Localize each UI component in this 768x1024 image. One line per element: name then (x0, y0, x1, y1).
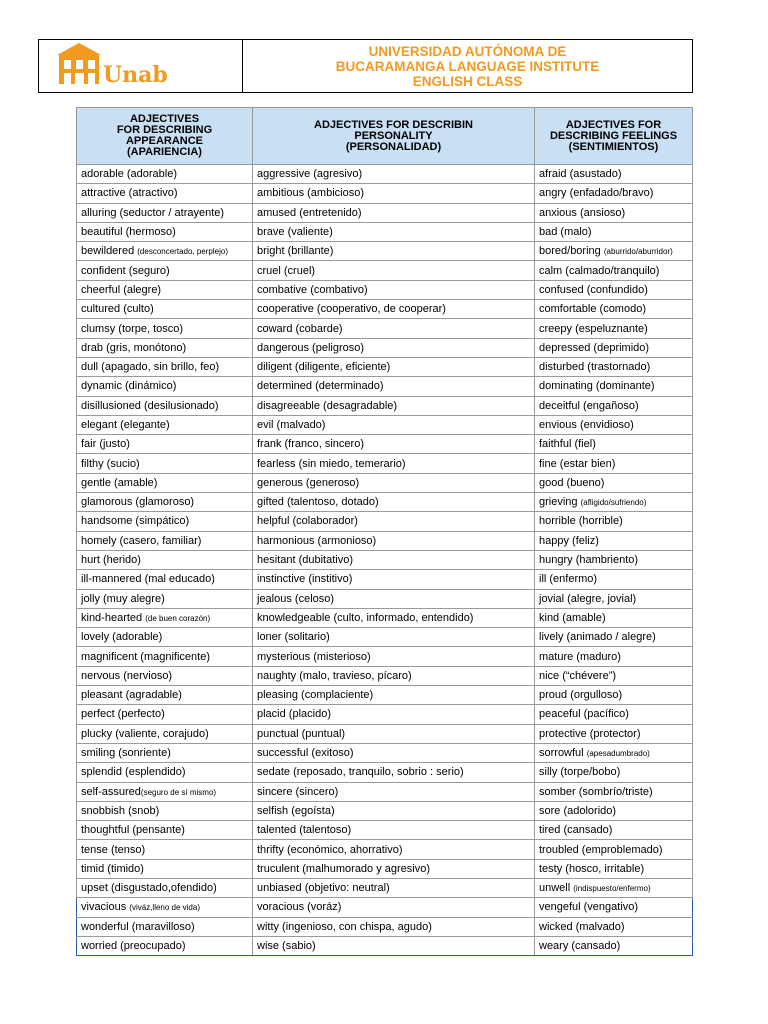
table-row (77, 936, 693, 955)
table-body (77, 165, 693, 956)
appearance-cell: gentle (amable) (77, 473, 253, 492)
personality-cell: placid (placido) (253, 705, 535, 724)
personality-cell: sincere (sincero) (253, 782, 535, 801)
table-row (77, 300, 693, 319)
feelings-cell: unwell (indispuesto/enfermo) (535, 878, 693, 897)
table-row (77, 917, 693, 936)
personality-cell: knowledgeable (culto, informado, entendido) (253, 608, 535, 627)
table-row (77, 531, 693, 550)
appearance-cell: jolly (muy alegre) (77, 589, 253, 608)
appearance-cell: confident (seguro) (77, 261, 253, 280)
appearance-cell: drab (gris, monótono) (77, 338, 253, 357)
feelings-cell: creepy (espeluznante) (535, 319, 693, 338)
personality-cell: determined (determinado) (253, 377, 535, 396)
feelings-cell: dominating (dominante) (535, 377, 693, 396)
appearance-cell: snobbish (snob) (77, 801, 253, 820)
table-header-row (77, 108, 693, 165)
personality-cell: truculent (malhumorado y agresivo) (253, 859, 535, 878)
logo-area (39, 40, 243, 92)
personality-cell: cruel (cruel) (253, 261, 535, 280)
feelings-cell: sore (adolorido) (535, 801, 693, 820)
personality-cell: brave (valiente) (253, 222, 535, 241)
table-row (77, 319, 693, 338)
feelings-cell: grieving (afligido/sufriendo) (535, 493, 693, 512)
table-row (77, 357, 693, 376)
feelings-cell: fine (estar bien) (535, 454, 693, 473)
appearance-cell: elegant (elegante) (77, 415, 253, 434)
feelings-cell: afraid (asustado) (535, 165, 693, 184)
personality-cell: pleasing (complaciente) (253, 686, 535, 705)
appearance-cell: ill-mannered (mal educado) (77, 570, 253, 589)
table-row (77, 184, 693, 203)
personality-cell: selfish (egoísta) (253, 801, 535, 820)
feelings-cell: nice (“chévere”) (535, 666, 693, 685)
appearance-cell: tense (tenso) (77, 840, 253, 859)
table-row (77, 647, 693, 666)
appearance-cell: smiling (sonriente) (77, 743, 253, 762)
table-row (77, 415, 693, 434)
table-row (77, 821, 693, 840)
feelings-cell: calm (calmado/tranquilo) (535, 261, 693, 280)
personality-cell: amused (entretenido) (253, 203, 535, 222)
table-row (77, 763, 693, 782)
appearance-cell: handsome (simpático) (77, 512, 253, 531)
feelings-cell: lively (animado / alegre) (535, 628, 693, 647)
personality-cell: dangerous (peligroso) (253, 338, 535, 357)
appearance-cell: clumsy (torpe, tosco) (77, 319, 253, 338)
feelings-cell: deceitful (engañoso) (535, 396, 693, 415)
feelings-cell: bad (malo) (535, 222, 693, 241)
appearance-cell: thoughtful (pensante) (77, 821, 253, 840)
document-header (38, 39, 693, 93)
appearance-cell: kind-hearted (de buen corazón) (77, 608, 253, 627)
title-line-3: ENGLISH CLASS (412, 73, 523, 89)
personality-cell: ambitious (ambicioso) (253, 184, 535, 203)
table-row (77, 377, 693, 396)
personality-cell: loner (solitario) (253, 628, 535, 647)
personality-cell: frank (franco, sincero) (253, 435, 535, 454)
table-row (77, 550, 693, 569)
personality-cell: voracious (voráz) (253, 898, 535, 917)
feelings-cell: depressed (deprimido) (535, 338, 693, 357)
feelings-cell: mature (maduro) (535, 647, 693, 666)
table-row (77, 473, 693, 492)
personality-cell: sedate (reposado, tranquilo, sobrio : serio) (253, 763, 535, 782)
personality-cell: disagreeable (desagradable) (253, 396, 535, 415)
appearance-cell: nervous (nervioso) (77, 666, 253, 685)
personality-cell: diligent (diligente, eficiente) (253, 357, 535, 376)
feelings-cell: vengeful (vengativo) (535, 898, 693, 917)
appearance-cell: attractive (atractivo) (77, 184, 253, 203)
table-row (77, 782, 693, 801)
header-feelings: ADJECTIVES FOR DESCRIBING FEELINGS (SENTIMIENTOS) (535, 108, 693, 165)
personality-cell: punctual (puntual) (253, 724, 535, 743)
appearance-cell: upset (disgustado,ofendido) (77, 878, 253, 897)
feelings-cell: comfortable (comodo) (535, 300, 693, 319)
table-row (77, 743, 693, 762)
table-row (77, 724, 693, 743)
table-row (77, 493, 693, 512)
appearance-cell: timid (timido) (77, 859, 253, 878)
table-row (77, 666, 693, 685)
institution-title (243, 40, 692, 92)
feelings-cell: kind (amable) (535, 608, 693, 627)
personality-cell: wise (sabio) (253, 936, 535, 955)
appearance-cell: dull (apagado, sin brillo, feo) (77, 357, 253, 376)
table-row (77, 396, 693, 415)
appearance-cell: perfect (perfecto) (77, 705, 253, 724)
feelings-cell: horrible (horrible) (535, 512, 693, 531)
personality-cell: coward (cobarde) (253, 319, 535, 338)
table-row (77, 203, 693, 222)
personality-cell: combative (combativo) (253, 280, 535, 299)
appearance-cell: alluring (seductor / atrayente) (77, 203, 253, 222)
personality-cell: talented (talentoso) (253, 821, 535, 840)
feelings-cell: good (bueno) (535, 473, 693, 492)
appearance-cell: self-assured(seguro de sí mismo) (77, 782, 253, 801)
personality-cell: gifted (talentoso, dotado) (253, 493, 535, 512)
feelings-cell: envious (envidioso) (535, 415, 693, 434)
title-line-1: UNIVERSIDAD AUTÓNOMA DE (368, 43, 567, 59)
appearance-cell: filthy (sucio) (77, 454, 253, 473)
table-row (77, 608, 693, 627)
personality-cell: successful (exitoso) (253, 743, 535, 762)
personality-cell: witty (ingenioso, con chispa, agudo) (253, 917, 535, 936)
feelings-cell: confused (confundido) (535, 280, 693, 299)
personality-cell: mysterious (misterioso) (253, 647, 535, 666)
table-row (77, 165, 693, 184)
feelings-cell: faithful (fiel) (535, 435, 693, 454)
appearance-cell: bewildered (desconcertado, perplejo) (77, 242, 253, 261)
feelings-cell: sorrowful (apesadumbrado) (535, 743, 693, 762)
table-row (77, 628, 693, 647)
table-row (77, 435, 693, 454)
appearance-cell: adorable (adorable) (77, 165, 253, 184)
table-row (77, 589, 693, 608)
personality-cell: instinctive (institivo) (253, 570, 535, 589)
feelings-cell: protective (protector) (535, 724, 693, 743)
appearance-cell: fair (justo) (77, 435, 253, 454)
table-row (77, 242, 693, 261)
personality-cell: hesitant (dubitativo) (253, 550, 535, 569)
header-personality: ADJECTIVES FOR DESCRIBIN PERSONALITY (PERSONALIDAD) (253, 108, 535, 165)
appearance-cell: glamorous (glamoroso) (77, 493, 253, 512)
appearance-cell: plucky (valiente, corajudo) (77, 724, 253, 743)
appearance-cell: wonderful (maravilloso) (77, 917, 253, 936)
table-row (77, 512, 693, 531)
table-row (77, 898, 693, 917)
appearance-cell: worried (preocupado) (77, 936, 253, 955)
appearance-cell: pleasant (agradable) (77, 686, 253, 705)
unab-logo-icon (57, 42, 103, 86)
personality-cell: unbiased (objetivo: neutral) (253, 878, 535, 897)
personality-cell: aggressive (agresivo) (253, 165, 535, 184)
table-row (77, 280, 693, 299)
table-row (77, 261, 693, 280)
feelings-cell: ill (enfermo) (535, 570, 693, 589)
logo-wordmark: Unab (103, 62, 168, 88)
table-row (77, 570, 693, 589)
feelings-cell: troubled (emproblemado) (535, 840, 693, 859)
feelings-cell: silly (torpe/bobo) (535, 763, 693, 782)
table-row (77, 222, 693, 241)
feelings-cell: bored/boring (aburrido/aburridor) (535, 242, 693, 261)
feelings-cell: weary (cansado) (535, 936, 693, 955)
personality-cell: cooperative (cooperativo, de cooperar) (253, 300, 535, 319)
adjectives-table (76, 107, 693, 956)
table-row (77, 705, 693, 724)
appearance-cell: magnificent (magnificente) (77, 647, 253, 666)
personality-cell: evil (malvado) (253, 415, 535, 434)
appearance-cell: hurt (herido) (77, 550, 253, 569)
table-row (77, 878, 693, 897)
appearance-cell: lovely (adorable) (77, 628, 253, 647)
feelings-cell: jovial (alegre, jovial) (535, 589, 693, 608)
table-row (77, 686, 693, 705)
feelings-cell: happy (feliz) (535, 531, 693, 550)
feelings-cell: hungry (hambriento) (535, 550, 693, 569)
appearance-cell: dynamic (dinámico) (77, 377, 253, 396)
title-line-2: BUCARAMANGA LANGUAGE INSTITUTE (335, 58, 600, 74)
feelings-cell: proud (orgulloso) (535, 686, 693, 705)
personality-cell: jealous (celoso) (253, 589, 535, 608)
personality-cell: harmonious (armonioso) (253, 531, 535, 550)
table-row (77, 454, 693, 473)
feelings-cell: peaceful (pacífico) (535, 705, 693, 724)
personality-cell: helpful (colaborador) (253, 512, 535, 531)
feelings-cell: tired (cansado) (535, 821, 693, 840)
feelings-cell: disturbed (trastornado) (535, 357, 693, 376)
table-row (77, 338, 693, 357)
appearance-cell: cultured (culto) (77, 300, 253, 319)
table-row (77, 840, 693, 859)
feelings-cell: testy (hosco, irritable) (535, 859, 693, 878)
appearance-cell: vivacious (viváz,lleno de vida) (77, 898, 253, 917)
feelings-cell: angry (enfadado/bravo) (535, 184, 693, 203)
personality-cell: fearless (sin miedo, temerario) (253, 454, 535, 473)
table-row (77, 801, 693, 820)
table-row (77, 859, 693, 878)
feelings-cell: anxious (ansioso) (535, 203, 693, 222)
appearance-cell: splendid (esplendido) (77, 763, 253, 782)
appearance-cell: homely (casero, familiar) (77, 531, 253, 550)
header-appearance: ADJECTIVES FOR DESCRIBING APPEARANCE (APARIENCIA) (77, 108, 253, 165)
appearance-cell: beautiful (hermoso) (77, 222, 253, 241)
appearance-cell: cheerful (alegre) (77, 280, 253, 299)
personality-cell: naughty (malo, travieso, pícaro) (253, 666, 535, 685)
personality-cell: thrifty (económico, ahorrativo) (253, 840, 535, 859)
feelings-cell: wicked (malvado) (535, 917, 693, 936)
personality-cell: bright (brillante) (253, 242, 535, 261)
personality-cell: generous (generoso) (253, 473, 535, 492)
appearance-cell: disillusioned (desilusionado) (77, 396, 253, 415)
feelings-cell: somber (sombrío/triste) (535, 782, 693, 801)
